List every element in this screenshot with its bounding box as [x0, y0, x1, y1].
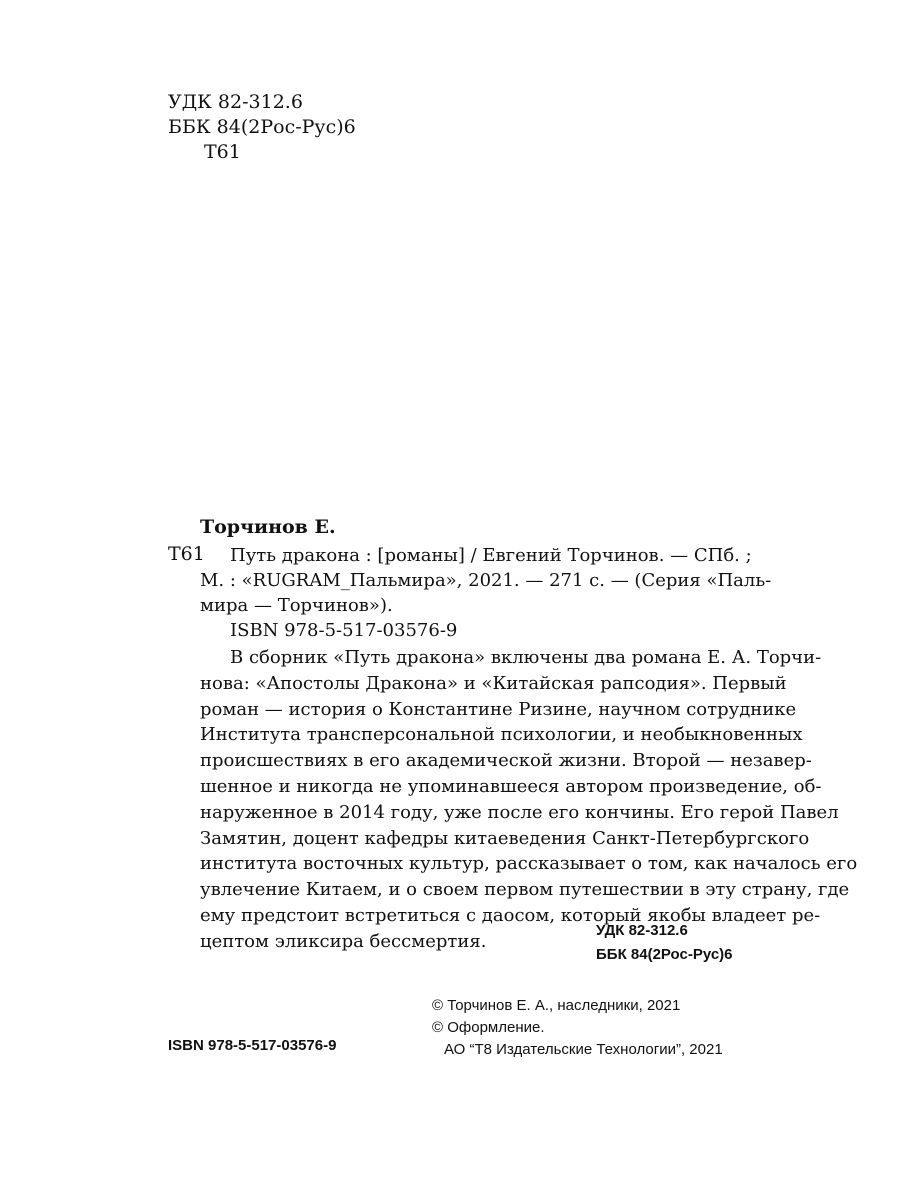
catalog-isbn: ISBN 978-5-517-03576-9 [230, 620, 458, 641]
annotation-line: ему предстоит встретиться с даосом, который якобы владеет ре- [200, 904, 821, 926]
annotation-line: увлечение Китаем, и о своем первом путешествии в эту страну, где [200, 879, 850, 901]
catalog-description [200, 543, 772, 618]
annotation-line: В сборник «Путь дракона» включены два романа Е. А. Торчи- [230, 647, 822, 668]
annotation-line: наруженное в 2014 году, уже после его кончины. Его герой Павел [200, 801, 839, 823]
copyright-line: © Торчинов Е. А., наследники, 2021 [432, 997, 681, 1014]
copyright-line: АО “Т8 Издательские Технологии”, 2021 [444, 1041, 723, 1058]
bottom-bbk-code: ББК 84(2Рос-Рус)6 [596, 946, 733, 963]
catalog-description-line: мира — Торчинов»). [200, 595, 393, 616]
annotation-line: Института трансперсональной психологии, и необыкновенных [200, 724, 803, 746]
annotation-line: роман — история о Константине Ризине, научном сотруднике [200, 698, 797, 720]
bottom-classification-codes [596, 919, 733, 967]
annotation-line: нова: «Апостолы Дракона» и «Китайская рапсодия». Первый [200, 672, 787, 694]
catalog-author-mark: Т61 [168, 543, 205, 565]
copyright-block [432, 995, 723, 1061]
annotation-line: происшествиях в его академической жизни. Второй — незавер- [200, 750, 812, 772]
catalog-description-line: Путь дракона : [романы] / Евгений Торчинов. — СПб. ; [230, 545, 752, 566]
top-bbk-code: ББК 84(2Рос-Рус)6 [168, 116, 356, 138]
top-classification-codes [168, 90, 356, 165]
annotation-line: Замятин, доцент кафедры китаеведения Санкт-Петербургского [200, 827, 810, 849]
annotation-line: шенное и никогда не упоминавшееся автором произведение, об- [200, 775, 822, 797]
annotation-line: цептом эликсира бессмертия. [200, 930, 487, 952]
copyright-line: © Оформление. [432, 1019, 545, 1036]
catalog-author-heading: Торчинов Е. [200, 516, 336, 538]
annotation-line: института восточных культур, рассказывает о том, как началось его [200, 853, 858, 875]
annotation-paragraph [200, 645, 858, 955]
top-udk-code: УДК 82-312.6 [168, 91, 303, 113]
bottom-isbn: ISBN 978-5-517-03576-9 [168, 1037, 337, 1054]
catalog-description-line: М. : «RUGRAM_Пальмира», 2021. — 271 с. — (Серия «Паль- [200, 570, 772, 591]
bottom-udk-code: УДК 82-312.6 [596, 922, 688, 939]
top-author-mark: Т61 [204, 141, 241, 163]
